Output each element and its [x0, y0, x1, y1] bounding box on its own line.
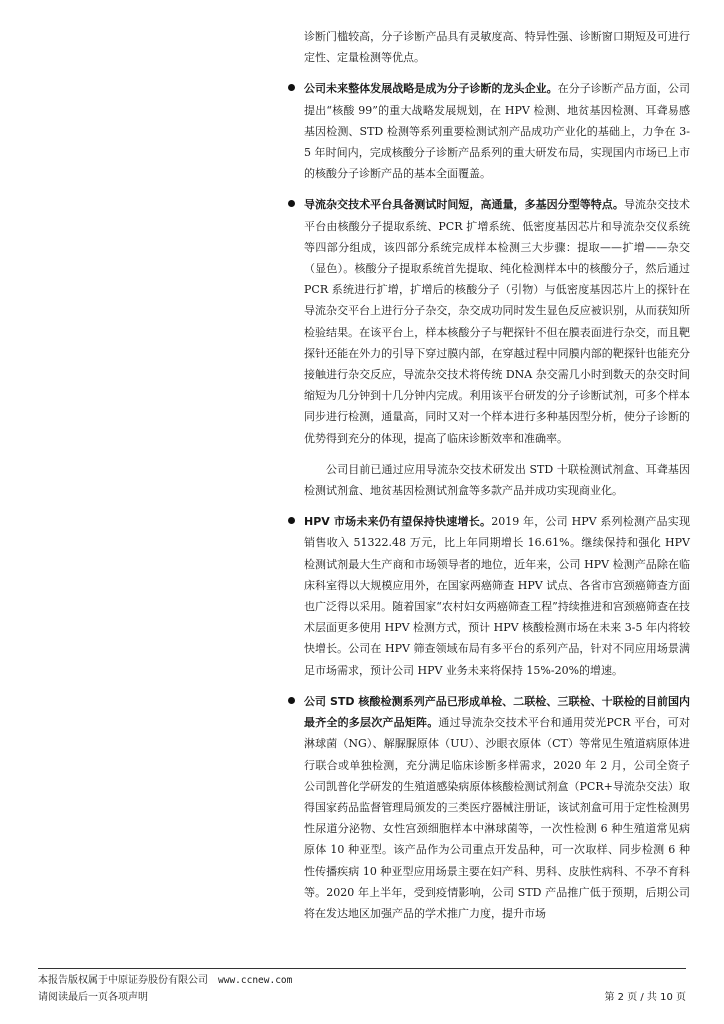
bullet-hpv-market [304, 511, 690, 681]
footer-divider [38, 968, 686, 969]
footer-url-link[interactable]: www.ccnew.com [218, 975, 293, 986]
bullet-std-products [304, 691, 690, 924]
bullet-heading: 导流杂交技术平台具备测试时间短，高通量，多基因分型等特点。 [304, 198, 624, 212]
bullet-hybridization-platform [304, 194, 690, 448]
commercialization-paragraph: 公司目前已通过应用导流杂交技术研发出 STD 十联检测试剂盒、耳聋基因检测试剂盒、地贫基因检测试剂盒等多款产品并成功实现商业化。 [304, 462, 690, 498]
footer-copyright: 本报告版权属于中原证券股份有限公司 [38, 975, 208, 986]
page-number: 第 2 页 / 共 10 页 [604, 992, 686, 1003]
bullet-text: 导流杂交技术平台由核酸分子提取系统、PCR 扩增系统、低密度基因芯片和导流杂交仪系统等四部分组成，该四部分系统完成样本检测三大步骤：提取——扩增——杂交（显色）。核酸分子提取系统首先提取、纯化检测样本中的核酸分子，然后通过 PCR 系统进行扩增，扩增后的核酸分子（引物）与低密度基因芯片上的探针在导流杂交平台上进行分子杂交，杂交成功同时发生显色反应被识别，从而获知所检验结果。在该平台上，样本核酸分子与靶探针不但在膜表面进行杂交，而且靶探针还能在外力的引导下穿过膜内部，在穿越过程中同膜内部的靶探针也能充分接触进行杂交反应，导流杂交技术将传统 DNA 杂交需几小时到数天的杂交时间缩短为几分钟到十几分钟内完成。利用该平台研发的分子诊断试剂，可多个样本同步进行检测，通量高，同时又对一个样本进行多种基因型分析，使分子诊断的优势得到充分的体现，提高了临床诊断效率和准确率。 [304, 198, 691, 445]
bullet-heading: 公司未来整体发展战略是成为分子诊断的龙头企业。 [304, 82, 558, 96]
bullet-icon [288, 200, 295, 207]
bullet-icon [288, 84, 295, 91]
bullet-strategy [304, 78, 690, 184]
bullet-heading: 公司 STD 核酸检测系列产品已形成单检、二联检、三联检、十联检的目前国内最齐全的多层次产品矩阵。 [304, 694, 690, 730]
continuation-paragraph: 诊断门槛较高，分子诊断产品具有灵敏度高、特异性强、诊断窗口期短及可进行定性、定量检测等优点。 [304, 30, 690, 65]
bullet-icon [288, 697, 295, 704]
page-footer [38, 968, 686, 1008]
bullet-text: 2019 年，公司 HPV 系列检测产品实现销售收入 51322.48 万元，比上年同期增长 16.61%。继续保持和强化 HPV 检测试剂最大生产商和市场领导者的地位，近年来，公司 HPV 检测产品除在临床科室得以大规模应用外，在国家两癌筛查 HPV 试点、各省市宫颈癌筛查方面也广泛得以采用。随着国家“农村妇女两癌筛查工程”持续推进和宫颈癌筛查在技术层面更多使用 HPV 检测方式，预计 HPV 核酸检测市场在未来 3-5 年内将较快增长。公司在 HPV 筛查领域布局有多平台的系列产品，针对不同应用场景满足市场需求，预计公司 HPV 业务未来将保持 15%-20%的增速。 [304, 515, 690, 677]
bullet-heading: HPV 市场未来仍有望保持快速增长。 [304, 515, 492, 529]
bullet-text: 通过导流杂交技术平台和通用荧光PCR 平台，可对淋球菌（NG）、解脲脲原体（UU）、沙眼衣原体（CT）等常见生殖道病原体进行联合或单独检测，充分满足临床诊断多样需求，2020 年 2 月，公司全资子公司凯普化学研发的生殖道感染病原体核酸检测试剂盒（PCR+导流杂交法）取得国家药品监督管理局颁发的三类医疗器械注册证，该试剂盒可用于定性检测男性尿道分泌物、女性宫颈细胞样本中淋球菌等，一次性检测 6 种生殖道常见病原体 10 种亚型。该产品作为公司重点开发品种，可一次取样、同步检测 6 种性传播疾病 10 种亚型应用场景主要在妇产科、男科、皮肤性病科、不孕不育科等。2020 年上半年，受到疫情影响，公司 STD 产品推广低于预期，后期公司将在发达地区加强产品的学术推广力度，提升市场 [304, 716, 690, 920]
bullet-text: 在分子诊断产品方面，公司提出“核酸 99”的重大战略发展规划，在 HPV 检测、地贫基因检测、耳聋易感基因检测、STD 检测等系列重要检测试剂产品成功产业化的基础上，力争在 3-5 年时间内，完成核酸分子诊断产品系列的重大研发布局，实现国内市场已上市的核酸分子诊断产品的基本全面覆盖。 [304, 82, 691, 181]
footer-disclaimer: 请阅读最后一页各项声明 [38, 992, 148, 1003]
report-body [304, 26, 690, 924]
bullet-icon [288, 517, 295, 524]
